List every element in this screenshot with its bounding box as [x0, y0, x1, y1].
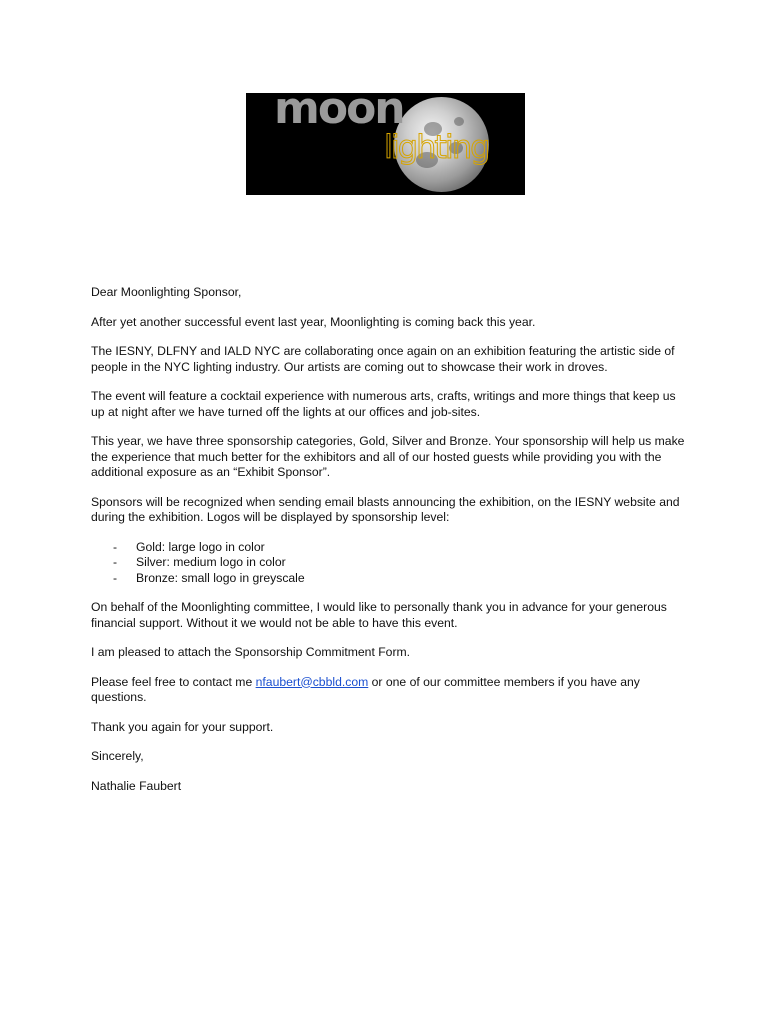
- paragraph-thanks-committee: On behalf of the Moonlighting committee, I would like to personally thank you in advance for your generous financial support. Without it we would not be able to have this event.: [91, 600, 667, 630]
- moonlighting-logo: [246, 93, 525, 195]
- contact-text-before: Please feel free to contact me: [91, 674, 256, 689]
- list-item-text: Gold: large logo in color: [136, 539, 265, 554]
- moon-crater: [454, 117, 464, 126]
- list-item-text: Bronze: small logo in greyscale: [136, 570, 305, 585]
- list-dash: -: [113, 539, 118, 554]
- paragraph-intro: After yet another successful event last year, Moonlighting is coming back this year.: [91, 314, 536, 329]
- sponsorship-levels-list: [91, 540, 691, 587]
- paragraph-contact: [91, 675, 691, 706]
- paragraph-categories: This year, we have three sponsorship categories, Gold, Silver and Bronze. Your sponsorship will help us make the experience that much better for the exhibitors and all of our hosted guests while providing you with the additional exposure as an “Exhibit Sponsor”.: [91, 434, 685, 479]
- paragraph-thanks: Thank you again for your support.: [91, 719, 274, 734]
- paragraph-attachment: I am pleased to attach the Sponsorship Commitment Form.: [91, 645, 411, 659]
- greeting: Dear Moonlighting Sponsor,: [91, 285, 242, 299]
- list-item: [91, 555, 691, 571]
- paragraph-recognition: Sponsors will be recognized when sending email blasts announcing the exhibition, on the IESNY website and during the exhibition. Logos will be displayed by sponsorship level:: [91, 494, 680, 524]
- logo-word-moon: moon: [274, 93, 404, 134]
- email-link[interactable]: nfaubert@cbbld.com: [255, 674, 369, 689]
- signature-name: Nathalie Faubert: [91, 778, 182, 793]
- list-item-text: Silver: medium logo in color: [136, 555, 286, 569]
- paragraph-collaboration: The IESNY, DLFNY and IALD NYC are collaborating once again on an exhibition featuring the artistic side of people in the NYC lighting industry. Our artists are coming out to showcase their work in droves.: [91, 344, 675, 374]
- contact-text-after: or one of our committee members if you have any questions.: [91, 674, 640, 704]
- paragraph-event: The event will feature a cocktail experience with numerous arts, crafts, writings and more things that keep us up at night after we have turned off the lights at our offices and job-sites.: [91, 389, 676, 419]
- list-dash: -: [113, 570, 118, 585]
- list-item: [91, 571, 691, 587]
- list-item: [91, 540, 691, 556]
- closing: Sincerely,: [91, 749, 144, 763]
- letter-body: [91, 285, 691, 808]
- logo-word-lighting: lighting: [384, 128, 489, 166]
- list-dash: -: [113, 555, 118, 569]
